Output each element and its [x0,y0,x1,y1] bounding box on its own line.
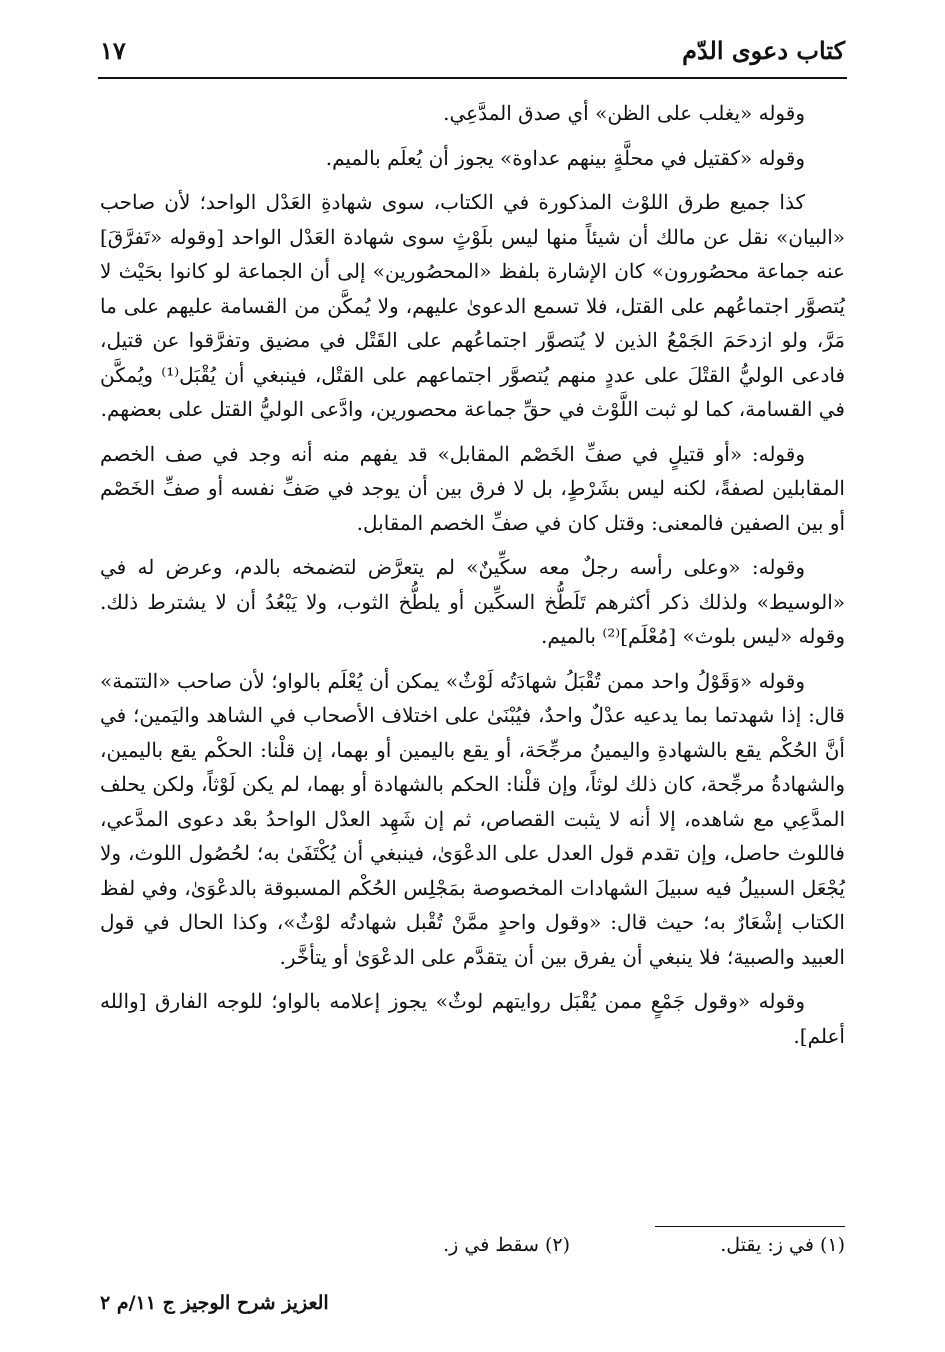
running-title: كتاب دعوى الدّم [682,36,845,65]
paragraph: كذا جميع طرق اللوْث المذكورة في الكتاب، سوى شهادةِ العَدْل الواحد؛ لأن صاحب «البيان» نقل عن مالك أن شيئاً منها ليس بلَوْثٍ سوى شهادة العَدْل الواحد [وقوله «تَفرَّقَ] عنه جماعة محصُورون» كان الإشارة بلفظ «المحصُورين» إلى أن الجماعة لو كانوا بحَيْث لا يُتصوَّر اجتماعُهم على القتل، فلا تسمع الدعوىٰ عليهم، ولا يُمكَّن من القسامة عليهم على ما مَرَّ، ولو ازدحَمَ الجَمْعُ الذين لا يُتصوَّر اجتماعُهم على القَتْل في مضيق وتفرَّقوا عن قتيل، فادعى الوليُّ القتْلَ على عددٍ منهم يُتصوَّر اجتماعهم على القتْل، فينبغي أن يُقْبَل⁽¹⁾ ويُمكَّن في القسامة، كما لو ثبت اللَّوْث في حقِّ جماعة محصورين، وادَّعى الوليُّ القتل على بعضهم. [100,190,846,421]
page-number: ١٧ [100,36,126,65]
page-header [100,36,845,76]
signature-line: العزيز شرح الوجيز ج ١١/م ٢ [100,1292,329,1314]
paragraph: وقوله «كقتيل في محلَّةٍ بينهم عداوة» يجوز أن يُعلَم بالميم. [325,145,805,170]
paragraph: وقوله «يغلب على الظن» أي صدق المدَّعِي. [443,101,805,125]
header-rule [98,77,847,79]
paragraph: وقوله: «أو قتيلٍ في صفِّ الخَصْم المقابل» قد يفهم منه أنه وجد في صف الخصم المقابلين لصفةً، لكنه ليس بشَرْطٍ، بل لا فرق بين أن يوجد في صَفِّ نفسه أو صفِّ الخَصْم أو بين الصفين فالمعنى: وقتل كان في صفِّ الخصم المقابل. [100,441,845,535]
paragraph: وقوله: «وعلى رأسه رجلٌ معه سكِّينٌ» لم يتعرَّض لتضمخه بالدم، وعرض له في «الوسيط» ولذلك ذكر أكثرهم تَلَطُّخ السكِّين أو يلطُّخ الثوب، ولا يَبْعُدُ أن لا يشترط ذلك. وقوله «ليس بلوث» [مُعْلَم]⁽²⁾ بالميم. [100,555,845,648]
footnote-1: (١) في ز: يقتل. [720,1234,845,1256]
footnote-rule [655,1226,845,1227]
footnote-2: (٢) سقط في ز. [443,1234,570,1256]
page-body [100,96,845,1063]
paragraph: وقوله «وَقَوْلُ واحد ممن تُقْبَلُ شهادَتُه لَوْثٌ» يمكن أن يُعْلَم بالواو؛ لأن صاحب «التتمة» قال: إذا شهدتما بما يدعيه عدْلٌ واحدٌ، فيُبْنَىٰ على اختلاف الأصحاب في الشاهد واليَمين؛ في أنَّ الحُكْم يقع بالشهادةِ واليمينُ مرجِّحَة، أو يقع باليمين أو بهما، إن قلْنا: الحكْم يقع باليمين، والشهادةُ مرجِّحة، كان ذلك لوثاً، وإن قلْنا: الحكم بالشهادة أو بهما، لم يكن لَوْثاً، ولكن يحلف المدَّعِي مع شاهده، إلا أنه لا يثبت القصاص، ثم إن شَهِد العدْل الواحدُ بعْد دعوى المدَّعي، فاللوث حاصل، وإن تقدم قول العدل على الدعْوَىٰ، فينبغي أن يُكْتَفَىٰ به؛ لحُصُول اللوث، ولا يُجْعَل السبيلُ فيه سبيلَ الشهادات المخصوصة بمَجْلِس الحُكْم المسبوقة بالدعْوَىٰ، وفي لفظ الكتاب إشْعَارٌ به؛ حيث قال: «وقول واحدٍ ممَّنْ تُقْبل شهادتُه لوْثٌ»، وكذا الحال في قول العبيد والصبية؛ فلا ينبغي أن يفرق بين أن يتقدَّم على الدعْوَىٰ أو يتأخَّر. [100,668,845,969]
paragraph: وقوله «وقول جَمْعٍ ممن يُقْبَل روايتهم لوثٌ» يجوز إعلامه بالواو؛ للوجه الفارق [والله أعلم]. [100,989,845,1048]
footnotes [320,1234,845,1274]
